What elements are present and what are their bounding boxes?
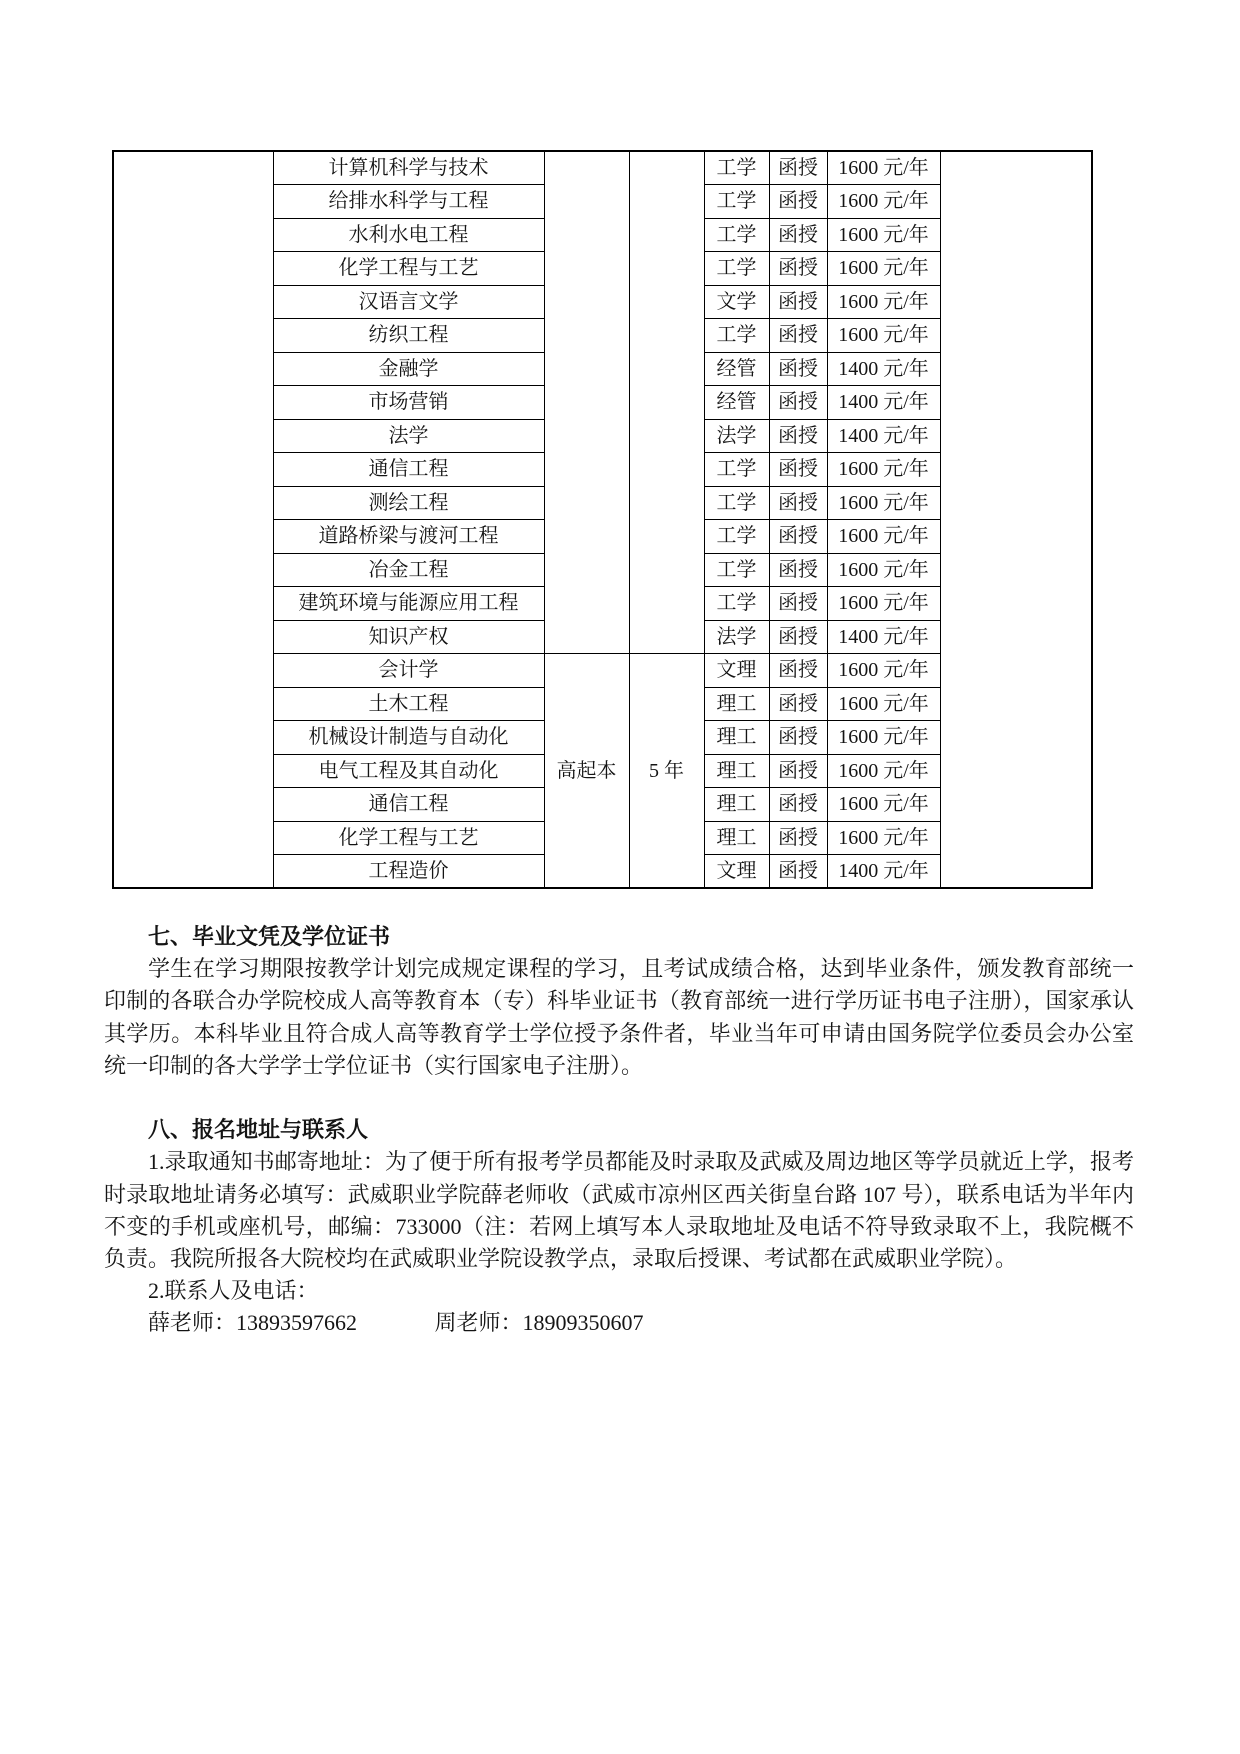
- mode-cell: 函授: [769, 453, 827, 487]
- category-cell: 经管: [704, 352, 769, 386]
- mode-cell: 函授: [769, 486, 827, 520]
- mode-cell: 函授: [769, 821, 827, 855]
- mode-cell: 函授: [769, 252, 827, 286]
- category-cell: 文学: [704, 285, 769, 319]
- fee-cell: 1600 元/年: [827, 486, 940, 520]
- fee-cell: 1400 元/年: [827, 386, 940, 420]
- section-paragraph: 1.录取通知书邮寄地址：为了便于所有报考学员都能及时录取及武威及周边地区等学员就近上学，报考时录取地址请务必填写：武威职业学院薛老师收（武威市凉州区西关街皇台路 107 号），联系电话为半年内不变的手机或座机号，邮编：733000（注：若网上填写本人录取地址及电话不符导致录取不上，我院概不负责。我院所报各大院校均在武威职业学院设教学点，录取后授课、考试都在武威职业学院）。: [104, 1149, 1134, 1272]
- category-cell: 理工: [704, 788, 769, 822]
- mode-cell: 函授: [769, 352, 827, 386]
- major-cell: 市场营销: [273, 386, 544, 420]
- mode-cell: 函授: [769, 855, 827, 889]
- major-cell: 汉语言文学: [273, 285, 544, 319]
- category-cell: 文理: [704, 855, 769, 889]
- major-cell: 冶金工程: [273, 553, 544, 587]
- fee-cell: 1600 元/年: [827, 520, 940, 554]
- category-cell: 工学: [704, 218, 769, 252]
- major-cell: 建筑环境与能源应用工程: [273, 587, 544, 621]
- mode-cell: 函授: [769, 754, 827, 788]
- major-cell: 计算机科学与技术: [273, 151, 544, 185]
- major-cell: 化学工程与工艺: [273, 252, 544, 286]
- mode-cell: 函授: [769, 654, 827, 688]
- mode-cell: 函授: [769, 721, 827, 755]
- major-cell: 机械设计制造与自动化: [273, 721, 544, 755]
- category-cell: 工学: [704, 185, 769, 219]
- section-paragraph: 2.联系人及电话：: [148, 1278, 319, 1304]
- mode-cell: 函授: [769, 587, 827, 621]
- fee-cell: 1600 元/年: [827, 587, 940, 621]
- right-spacer-cell: [940, 151, 1092, 888]
- fee-cell: 1400 元/年: [827, 855, 940, 889]
- section-paragraph: 学生在学习期限按教学计划完成规定课程的学习，且考试成绩合格，达到毕业条件，颁发教育部统一印制的各联合办学院校成人高等教育本（专）科毕业证书（教育部统一进行学历证书电子注册），国家承认其学历。本科毕业且符合成人高等教育学士学位授予条件者，毕业当年可申请由国务院学位委员会办公室统一印制的各大学学士学位证书（实行国家电子注册）。: [104, 956, 1134, 1078]
- category-cell: 法学: [704, 620, 769, 654]
- mode-cell: 函授: [769, 319, 827, 353]
- blank-line: [104, 1082, 1134, 1114]
- fee-cell: 1600 元/年: [827, 285, 940, 319]
- contact-line: [104, 1307, 1134, 1339]
- mode-cell: 函授: [769, 788, 827, 822]
- fee-cell: 1600 元/年: [827, 654, 940, 688]
- major-cell: 工程造价: [273, 855, 544, 889]
- fee-cell: 1600 元/年: [827, 687, 940, 721]
- mode-cell: 函授: [769, 218, 827, 252]
- mode-cell: 函授: [769, 687, 827, 721]
- mode-cell: 函授: [769, 553, 827, 587]
- fee-cell: 1600 元/年: [827, 453, 940, 487]
- major-cell: 化学工程与工艺: [273, 821, 544, 855]
- level-cell: 高起本: [544, 654, 629, 889]
- mode-cell: 函授: [769, 520, 827, 554]
- category-cell: 工学: [704, 520, 769, 554]
- fee-cell: 1400 元/年: [827, 419, 940, 453]
- category-cell: 文理: [704, 654, 769, 688]
- category-cell: 工学: [704, 486, 769, 520]
- mode-cell: 函授: [769, 419, 827, 453]
- section-heading: 八、报名地址与联系人: [148, 1117, 369, 1143]
- major-cell: 知识产权: [273, 620, 544, 654]
- category-cell: 理工: [704, 821, 769, 855]
- mode-cell: 函授: [769, 151, 827, 185]
- category-cell: 工学: [704, 587, 769, 621]
- category-cell: 经管: [704, 386, 769, 420]
- group1-level-empty-cell: [544, 151, 629, 654]
- contact-item: 周老师：18909350607: [434, 1310, 644, 1336]
- fee-cell: 1600 元/年: [827, 252, 940, 286]
- category-cell: 工学: [704, 453, 769, 487]
- major-cell: 电气工程及其自动化: [273, 754, 544, 788]
- fee-cell: 1600 元/年: [827, 821, 940, 855]
- major-cell: 纺织工程: [273, 319, 544, 353]
- majors-table: [112, 150, 1093, 889]
- category-cell: 工学: [704, 553, 769, 587]
- category-cell: 理工: [704, 687, 769, 721]
- fee-cell: 1600 元/年: [827, 218, 940, 252]
- left-spacer-cell: [113, 151, 273, 888]
- major-cell: 会计学: [273, 654, 544, 688]
- major-cell: 通信工程: [273, 453, 544, 487]
- major-cell: 金融学: [273, 352, 544, 386]
- section-registration: [104, 1114, 1134, 1339]
- group1-duration-empty-cell: [629, 151, 704, 654]
- contact-item: 薛老师：13893597662: [148, 1310, 358, 1336]
- major-cell: 水利水电工程: [273, 218, 544, 252]
- table-row: [113, 151, 1092, 185]
- mode-cell: 函授: [769, 285, 827, 319]
- category-cell: 工学: [704, 151, 769, 185]
- mode-cell: 函授: [769, 386, 827, 420]
- fee-cell: 1600 元/年: [827, 721, 940, 755]
- fee-cell: 1600 元/年: [827, 319, 940, 353]
- mode-cell: 函授: [769, 620, 827, 654]
- major-cell: 测绘工程: [273, 486, 544, 520]
- major-cell: 给排水科学与工程: [273, 185, 544, 219]
- fee-cell: 1400 元/年: [827, 620, 940, 654]
- category-cell: 理工: [704, 754, 769, 788]
- text-sections: [104, 921, 1134, 1340]
- duration-cell: 5 年: [629, 654, 704, 889]
- fee-cell: 1600 元/年: [827, 754, 940, 788]
- category-cell: 工学: [704, 319, 769, 353]
- fee-cell: 1600 元/年: [827, 553, 940, 587]
- category-cell: 法学: [704, 419, 769, 453]
- section-heading: 七、毕业文凭及学位证书: [148, 924, 391, 949]
- major-cell: 通信工程: [273, 788, 544, 822]
- fee-cell: 1600 元/年: [827, 185, 940, 219]
- fee-cell: 1600 元/年: [827, 151, 940, 185]
- category-cell: 工学: [704, 252, 769, 286]
- category-cell: 理工: [704, 721, 769, 755]
- major-cell: 法学: [273, 419, 544, 453]
- mode-cell: 函授: [769, 185, 827, 219]
- major-cell: 道路桥梁与渡河工程: [273, 520, 544, 554]
- fee-cell: 1600 元/年: [827, 788, 940, 822]
- section-graduation: [104, 921, 1134, 1082]
- major-cell: 土木工程: [273, 687, 544, 721]
- fee-cell: 1400 元/年: [827, 352, 940, 386]
